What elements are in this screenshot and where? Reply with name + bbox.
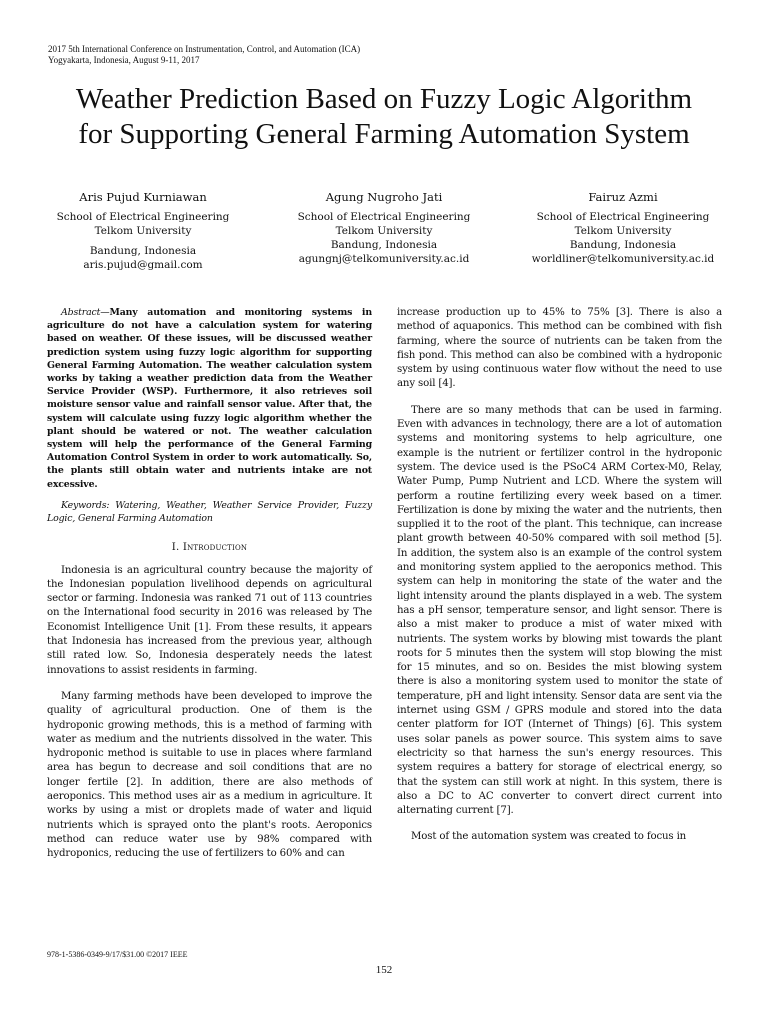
author-name: Fairuz Azmi [588, 190, 658, 204]
author-dept: School of Electrical Engineering [536, 211, 710, 223]
author-city: Bandung, Indonesia [569, 239, 677, 251]
paragraph: Many farming methods have been developed to improve the quality of agricultural production. One of them is the hydroponic growing methods, this is a method of farming with water as medium and the nutrients dissolved in the water. This hydroponic method is suitable to use in places where farmland area has begun to decrease and soil conditions that are no longer fertile [2]. In addition, there are also methods of aeroponics. This method uses air as a medium in agriculture. It works by using a mist or droplets made of water and liquid nutrients which is sprayed onto the plant's roots. Aeroponics method can reduce water use by 98% compared with hydroponics, reducing the use of fertilizers to 60% and can [47, 690, 372, 860]
conference-name: 2017 5th International Conference on Instrumentation, Control, and Automation (ICA) [48, 44, 361, 54]
page-number: 152 [375, 964, 393, 976]
right-column [397, 306, 722, 845]
author-dept: School of Electrical Engineering [297, 211, 471, 223]
paragraph: Most of the automation system was created to focus in [411, 831, 687, 843]
title-line-1: Weather Prediction Based on Fuzzy Logic Algorithm [75, 83, 693, 115]
author-block-3 [508, 190, 738, 266]
author-block-1 [28, 190, 258, 272]
author-email: agungnj@telkomuniversity.ac.id [298, 253, 470, 265]
author-name: Aris Pujud Kurniawan [79, 190, 207, 204]
conference-header [48, 44, 360, 66]
left-column [47, 306, 372, 861]
author-block-2 [269, 190, 499, 266]
author-univ: Telkom University [335, 225, 433, 237]
paragraph: increase production up to 45% to 75% [3]. There is also a method of aquaponics. This method can be combined with fish farming, where the source of nutrients can be taken from the fish pond. This method can also be combined with a hydroponic system by using continuous water flow without the need to use any soil [4]. [397, 307, 722, 390]
paragraph: There are so many methods that can be used in farming. Even with advances in technology, there are a lot of automation systems and monitoring systems to help agriculture, one example is the nutrient or fertilizer control in the hydroponic system. The device used is the PSoC4 ARM Cortex-M0, Relay, Water Pump, Pump Nutrient and LCD. Where the system will perform a routine fertilizing every week based on a timer. Fertilization is done by mixing the water and the nutrients, then supplied it to the root of the plant. This technique, can increase plant growth between 40-50% compared with soil method [5]. In addition, the system also is an example of the control system and monitoring system applied to the aeroponics method. This system can help in monitoring the state of the water and the light intensity around the plants displayed in a web. The system has a pH sensor, temperature sensor, and light sensor. There is also a mist maker to produce a mist of water mixed with nutrients. The system works by blowing mist towards the plant roots for 5 minutes then the system will stop blowing the mist for 15 minutes, and so on. Besides the mist blowing system there is also a monitoring system used to monitor the state of temperature, pH and light intensity. Sensor data are sent via the internet using GSM / GPRS module and stored into the data center platform for IOT (Internet of Things) [6]. This system uses solar panels as power source. This system aims to save electricity so that harness the sun's energy resources. This system requires a battery for storage of electrical energy, so that the system can still work at night. In this system, there is also a DC to AC converter to convert direct current into alternating current [7]. [397, 404, 722, 817]
author-univ: Telkom University [574, 225, 672, 237]
author-email: aris.pujud@gmail.com [83, 259, 203, 271]
author-univ: Telkom University [94, 225, 192, 237]
section-heading: I. Introduction [171, 542, 248, 554]
author-city: Bandung, Indonesia [89, 245, 197, 257]
author-city: Bandung, Indonesia [330, 239, 438, 251]
paper-title [40, 82, 728, 152]
abstract [47, 306, 372, 491]
abstract-lead: Abstract— [61, 307, 110, 318]
author-name: Agung Nugroho Jati [325, 190, 443, 204]
conference-location: Yogyakarta, Indonesia, August 9-11, 2017 [48, 55, 200, 65]
title-line-2: for Supporting General Farming Automation System [78, 118, 690, 150]
keywords: Keywords: Watering, Weather, Weather Service Provider, Fuzzy Logic, General Farming Automation [47, 499, 372, 525]
abstract-text: Many automation and monitoring systems in agriculture do not have a calculation system for watering based on weather. Of these issues, will be discussed weather prediction system using fuzzy logic algorithm for supporting General Farming Automation. The weather calculation system works by taking a weather prediction data from the Weather Service Provider (WSP). Furthermore, it also retrieves soil moisture sensor value and rainfall sensor value. After that, the system will calculate using fuzzy logic algorithm whether the plant should be watered or not. The weather calculation system will help the performance of the General Farming Automation Control System in order to work automatically. So, the plants still obtain water and nutrients intake are not excessive. [47, 307, 372, 490]
author-dept: School of Electrical Engineering [56, 211, 230, 223]
author-email: worldliner@telkomuniversity.ac.id [531, 253, 715, 265]
footer-isbn: 978-1-5386-0349-9/17/$31.00 ©2017 IEEE [47, 950, 188, 959]
paragraph: Indonesia is an agricultural country because the majority of the Indonesian population livelihood depends on agricultural sector or farming. Indonesia was ranked 71 out of 113 countries on the International food security in 2016 was released by The Economist Intelligence Unit [1]. From these results, it appears that Indonesia has increased from the previous year, although still rated low. So, Indonesia desperately needs the latest innovations to assist residents in farming. [47, 564, 372, 676]
